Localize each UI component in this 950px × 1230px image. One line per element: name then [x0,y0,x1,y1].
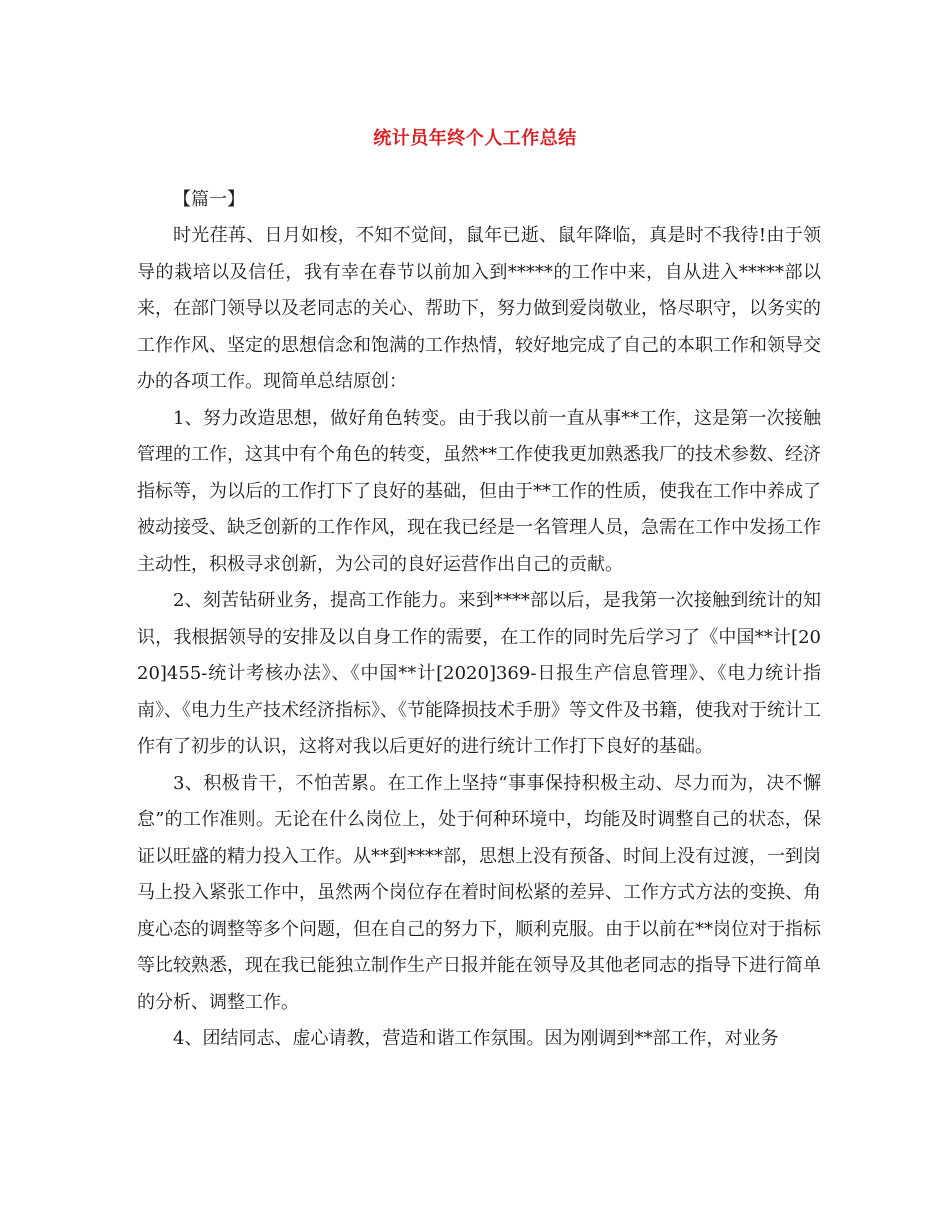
paragraph-point-2: 2、刻苦钻研业务，提高工作能力。来到****部以后，是我第一次接触到统计的知识，我根据领导的安排及以自身工作的需要，在工作的同时先后学习了《中国**计[2020]455-统计考核办法》、《中国**计[2020]369-日报生产信息管理》、《电力统计指南》、《电力生产技术经济指标》、《节能降损技术手册》等文件及书籍，使我对于统计工作有了初步的认识，这将对我以后更好的进行统计工作打下良好的基础。 [137,590,821,757]
paragraph-point-3: 3、积极肯干，不怕苦累。在工作上坚持“事事保持积极主动、尽力而为，决不懈怠”的工作准则。无论在什么岗位上，处于何种环境中，均能及时调整自己的状态，保证以旺盛的精力投入工作。从**到****部，思想上没有预备、时间上没有过渡，一到岗马上投入紧张工作中，虽然两个岗位存在着时间松紧的差异、工作方式方法的变换、角度心态的调整等多个问题，但在自己的努力下，顺利克服。由于以前在**岗位对于指标等比较熟悉，现在我已能独立制作生产日报并能在领导及其他老同志的指导下进行简单的分析、调整工作。 [137,772,821,1013]
paragraph-point-1: 1、努力改造思想，做好角色转变。由于我以前一直从事**工作，这是第一次接触管理的工作，这其中有个角色的转变，虽然**工作使我更加熟悉我厂的技术参数、经济指标等，为以后的工作打下了良好的基础，但由于**工作的性质，使我在工作中养成了被动接受、缺乏创新的工作作风，现在我已经是一名管理人员，急需在工作中发扬工作主动性，积极寻求创新，为公司的良好运营作出自己的贡献。 [137,407,821,575]
section-heading: 【篇一】 [173,189,245,210]
document-title: 统计员年终个人工作总结 [373,128,577,149]
paragraph-intro: 时光荏苒、日月如梭，不知不觉间，鼠年已逝、鼠年降临，真是时不我待!由于领导的栽培以及信任，我有幸在春节以前加入到*****的工作中来，自从进入*****部以来，在部门领导以及老同志的关心、帮助下，努力做到爱岗敬业，恪尽职守，以务实的工作作风、坚定的思想信念和饱满的工作热情，较好地完成了自己的本职工作和领导交办的各项工作。现简单总结原创： [137,225,821,392]
paragraph-point-4: 4、团结同志、虚心请教，营造和谐工作氛围。因为刚调到**部工作，对业务 [173,1028,779,1049]
document-body [137,182,821,1058]
